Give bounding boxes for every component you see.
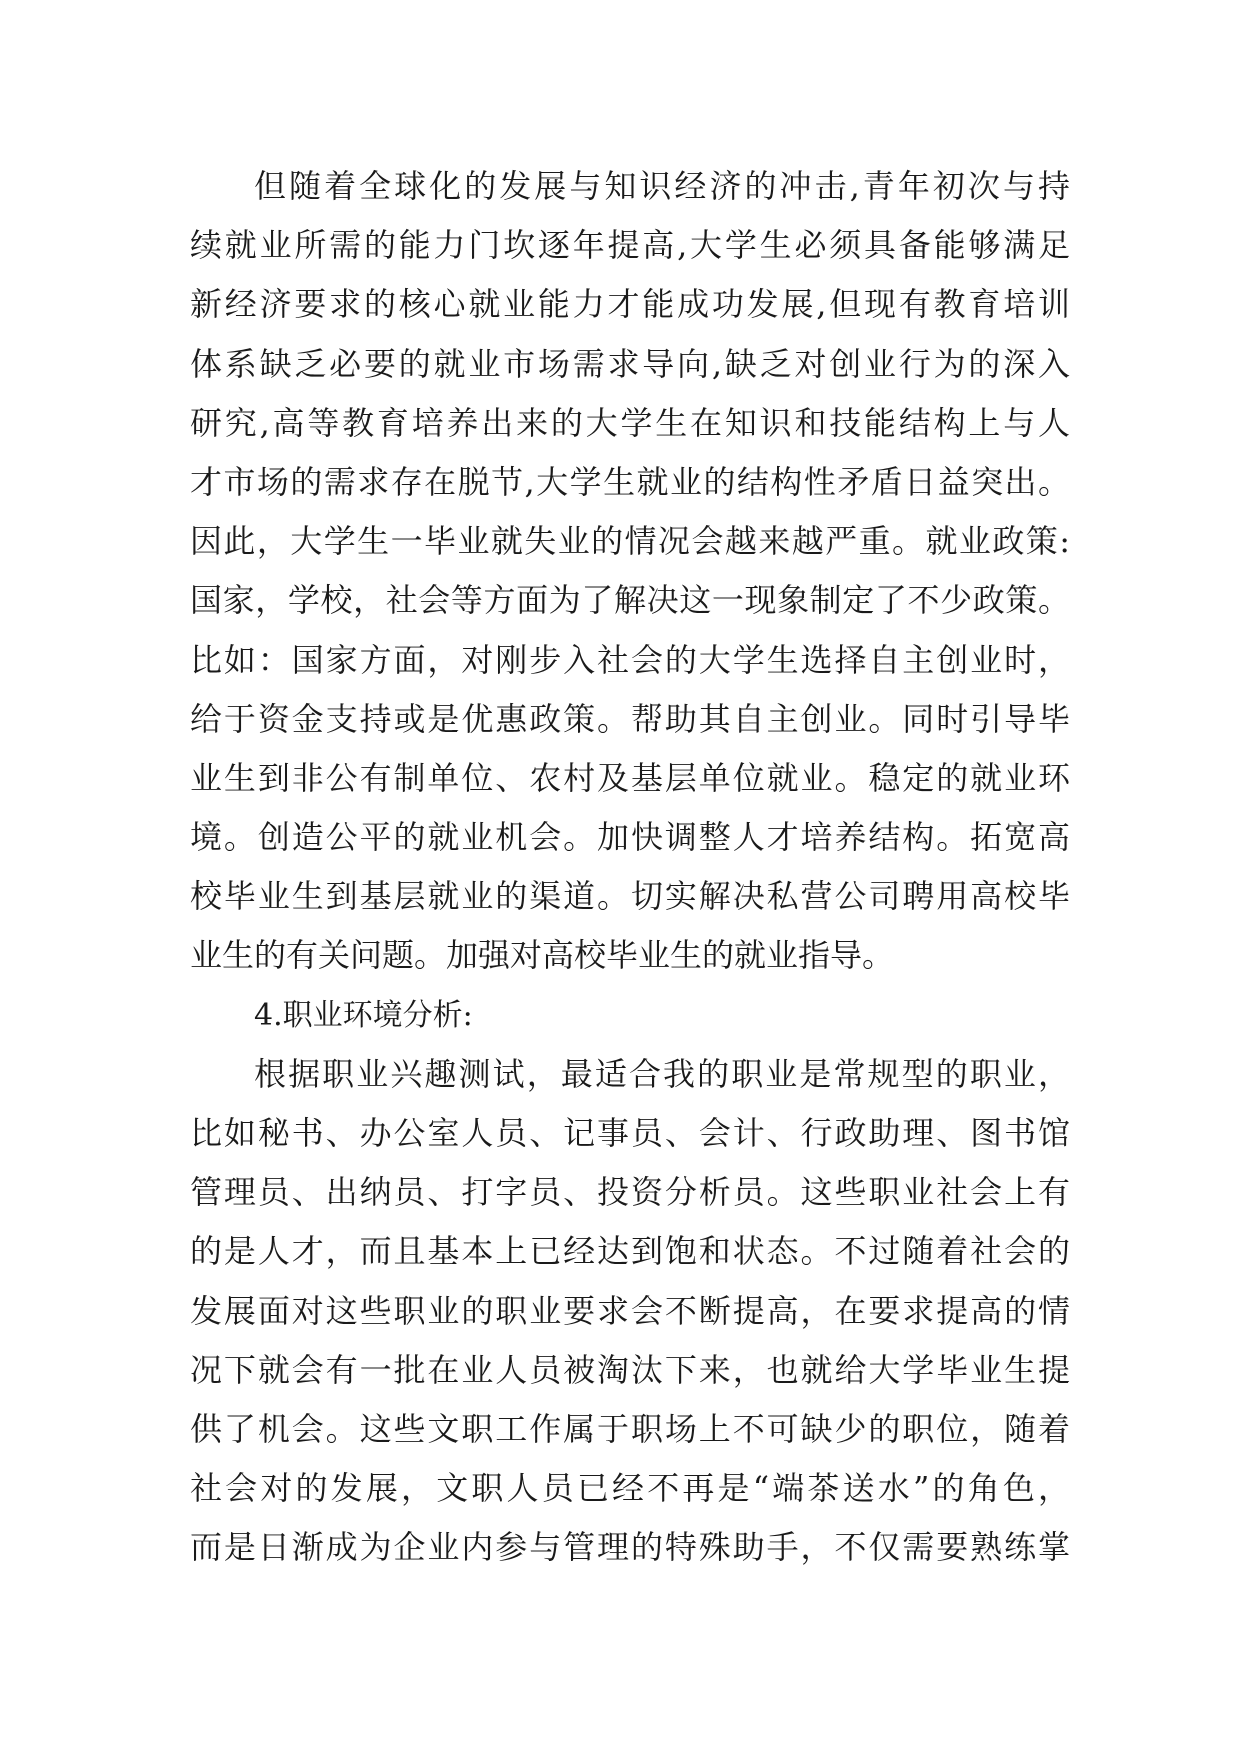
paragraph-line: 新经济要求的核心就业能力才能成功发展,但现有教育培训: [190, 285, 1070, 324]
paragraph-line: 况下就会有一批在业人员被淘汰下来，也就给大学毕业生提: [190, 1350, 1070, 1389]
paragraph-line: 管理员、出纳员、打字员、投资分析员。这些职业社会上有: [190, 1173, 1070, 1212]
paragraph-line: 给于资金支持或是优惠政策。帮助其自主创业。同时引导毕: [190, 699, 1070, 738]
paragraph-line: 比如：国家方面，对刚步入社会的大学生选择自主创业时，: [190, 640, 1070, 679]
section-heading: 4.职业环境分析:: [254, 997, 473, 1033]
paragraph-line: 但随着全球化的发展与知识经济的冲击,青年初次与持: [254, 167, 1070, 205]
paragraph-line: 续就业所需的能力门坎逐年提高,大学生必须具备能够满足: [190, 226, 1070, 265]
body-text: [190, 157, 1070, 1578]
paragraph-line: 业生到非公有制单位、农村及基层单位就业。稳定的就业环: [190, 758, 1070, 797]
paragraph-line: 境。创造公平的就业机会。加快调整人才培养结构。拓宽高: [190, 818, 1070, 857]
paragraph-line: 国家，学校，社会等方面为了解决这一现象制定了不少政策。: [190, 581, 1070, 620]
paragraph-line: 体系缺乏必要的就业市场需求导向,缺乏对创业行为的深入: [190, 344, 1070, 383]
paragraph-line: 发展面对这些职业的职业要求会不断提高，在要求提高的情: [190, 1291, 1070, 1330]
paragraph-line: 因此，大学生一毕业就失业的情况会越来越严重。就业政策:: [190, 522, 1070, 561]
paragraph-line: 研究,高等教育培养出来的大学生在知识和技能结构上与人: [190, 403, 1070, 442]
paragraph-line: 根据职业兴趣测试，最适合我的职业是常规型的职业，: [254, 1054, 1070, 1093]
paragraph-line: 的是人才，而且基本上已经达到饱和状态。不过随着社会的: [190, 1232, 1070, 1271]
paragraph-line: 供了机会。这些文职工作属于职场上不可缺少的职位，随着: [190, 1409, 1070, 1448]
paragraph-line: 业生的有关问题。加强对高校毕业生的就业指导。: [190, 936, 895, 975]
paragraph-line: 社会对的发展，文职人员已经不再是“端茶送水”的角色，: [190, 1469, 1070, 1508]
paragraph-line: 校毕业生到基层就业的渠道。切实解决私营公司聘用高校毕: [190, 877, 1070, 916]
paragraph-line: 而是日渐成为企业内参与管理的特殊助手，不仅需要熟练掌: [190, 1528, 1070, 1567]
paragraph-line: 才市场的需求存在脱节,大学生就业的结构性矛盾日益突出。: [190, 462, 1070, 501]
paragraph-line: 比如秘书、办公室人员、记事员、会计、行政助理、图书馆: [190, 1114, 1070, 1152]
